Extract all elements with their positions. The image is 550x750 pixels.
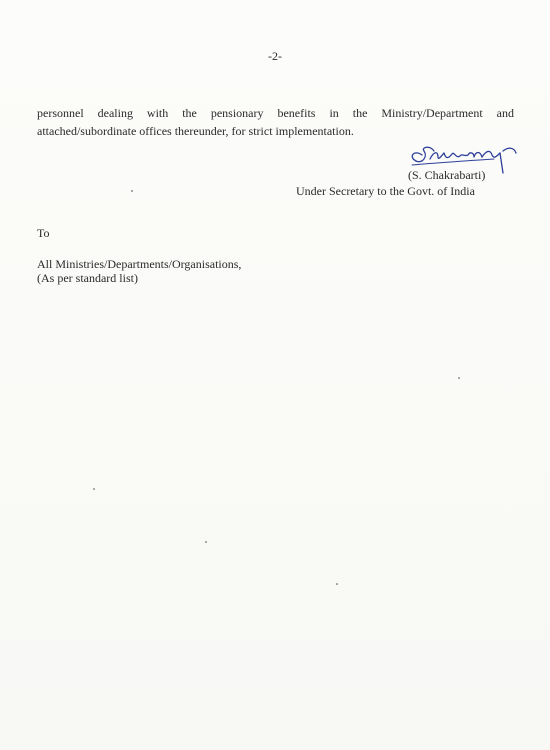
scan-speck xyxy=(93,488,95,490)
signer-designation: Under Secretary to the Govt. of India xyxy=(296,184,475,198)
recipients-line-1: All Ministries/Departments/Organisations, xyxy=(37,257,242,271)
body-line-1: personnel dealing with the pensionary benefits in the Ministry/Department and xyxy=(37,106,514,120)
recipients-block xyxy=(37,257,241,285)
scan-speck xyxy=(131,190,133,192)
signer-name: (S. Chakrabarti) xyxy=(408,168,486,182)
scan-speck xyxy=(205,541,207,543)
scan-speck xyxy=(336,583,338,585)
page-number: -2- xyxy=(268,49,282,63)
to-label: To xyxy=(37,226,50,240)
recipients-line-2: (As per standard list) xyxy=(37,271,138,285)
body-paragraph xyxy=(37,104,514,140)
scan-speck xyxy=(458,377,460,379)
body-line-2: attached/subordinate offices thereunder, for strict implementation. xyxy=(37,124,354,138)
